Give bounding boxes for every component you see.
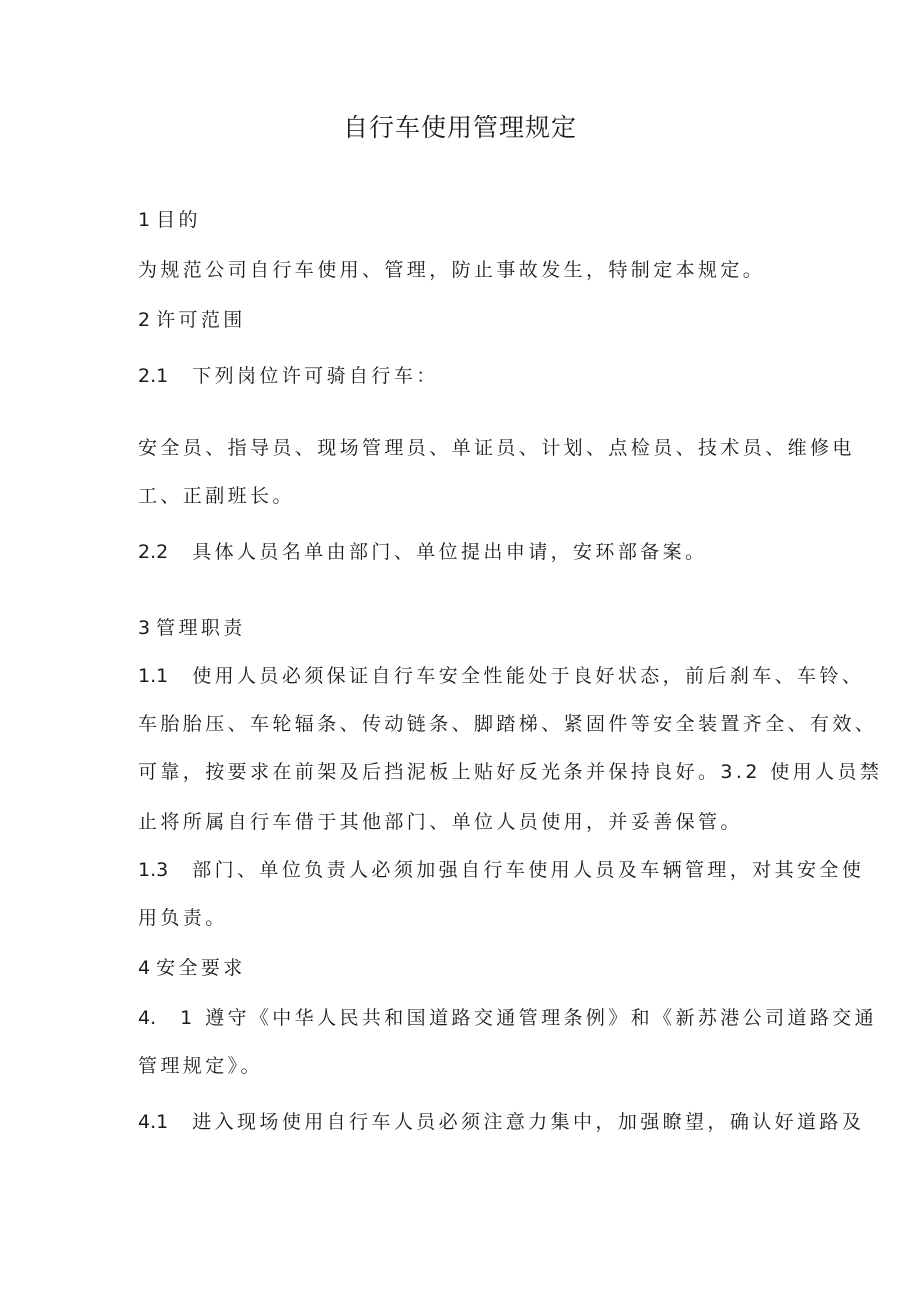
clause-4-1a-line-2: 管理规定》。 — [138, 1055, 263, 1077]
clause-text: 使用人员必须保证自行车安全性能处于良好状态，前后刹车、车铃、 — [192, 665, 865, 687]
clause-text: 部门、单位负责人必须加强自行车使用人员及车辆管理，对其安全使 — [192, 859, 865, 881]
document-title: 自行车使用管理规定 — [342, 113, 577, 142]
clause-number: 1.3 — [138, 859, 169, 881]
section-1-heading — [138, 208, 201, 232]
clause-number: 4.1 — [138, 1111, 169, 1133]
position-list-line-1: 安全员、指导员、现场管理员、单证员、计划、点检员、技术员、维修电 — [138, 437, 855, 459]
section-number: 2 — [138, 309, 151, 331]
section-heading-text: 目的 — [156, 209, 201, 231]
section-heading-text: 管理职责 — [156, 617, 246, 639]
clause-text: 1 遵守《中华人民共和国道路交通管理条例》和《新苏港公司道路交通 — [180, 1007, 878, 1029]
clause-3-1-line-4: 止将所属自行车借于其他部门、单位人员使用，并妥善保管。 — [138, 811, 743, 833]
clause-text: 下列岗位许可骑自行车： — [192, 365, 439, 387]
section-heading-text: 许可范围 — [156, 309, 246, 331]
clause-4-1a-line-1 — [138, 1006, 877, 1030]
section-number: 3 — [138, 617, 151, 639]
clause-text: 具体人员名单由部门、单位提出申请，安环部备案。 — [192, 541, 708, 563]
clause-number: 2.1 — [138, 365, 169, 387]
section-heading-text: 安全要求 — [156, 957, 246, 979]
section-1-body: 为规范公司自行车使用、管理，防止事故发生，特制定本规定。 — [138, 259, 766, 281]
section-2-heading — [138, 308, 246, 332]
clause-2-2 — [138, 540, 707, 564]
clause-3-3-line-1 — [138, 858, 864, 882]
section-3-heading — [138, 616, 246, 640]
clause-number: 1.1 — [138, 665, 169, 687]
clause-3-3-line-2: 用负责。 — [138, 907, 228, 929]
section-number: 4 — [138, 957, 151, 979]
clause-2-1 — [138, 364, 439, 388]
clause-text: 进入现场使用自行车人员必须注意力集中，加强瞭望，确认好道路及 — [192, 1111, 865, 1133]
clause-3-1-line-3: 可靠，按要求在前架及后挡泥板上贴好反光条并保持良好。3.2 使用人员禁 — [138, 761, 883, 783]
position-list-line-2: 工、正副班长。 — [138, 485, 295, 507]
clause-number: 4. — [138, 1007, 157, 1029]
clause-number: 2.2 — [138, 541, 169, 563]
section-4-heading — [138, 956, 246, 980]
section-number: 1 — [138, 209, 151, 231]
clause-3-1-line-2: 车胎胎压、车轮辐条、传动链条、脚踏梯、紧固件等安全装置齐全、有效、 — [138, 713, 878, 735]
clause-4-1b-line-1 — [138, 1110, 864, 1134]
clause-3-1-line-1 — [138, 664, 864, 688]
